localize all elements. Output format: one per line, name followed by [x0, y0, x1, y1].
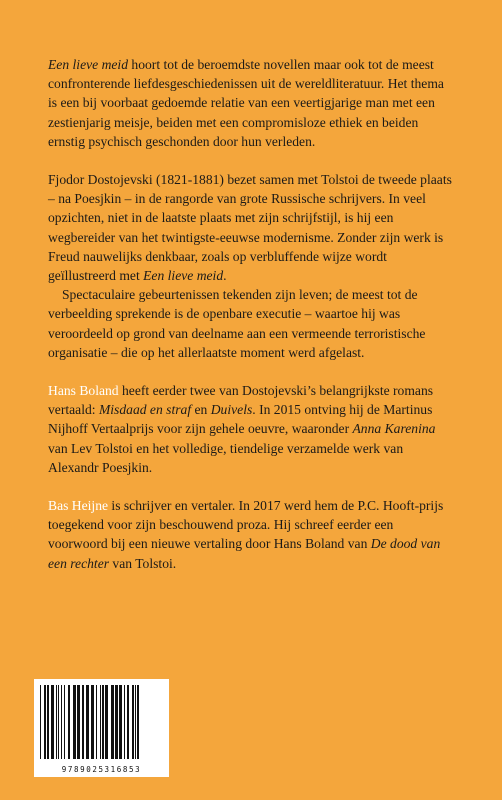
translator-text-2: en: [191, 402, 211, 418]
novella-title-inline: Een lieve meid: [143, 268, 224, 284]
book-title-dood-rechter: De dood van een rechter: [48, 536, 441, 571]
paragraph-spacer: [48, 477, 452, 496]
translator-text-4: van Lev Tolstoi en het volledige, tiendelige verzamelde werk van Alexandr Poesjkin.: [48, 440, 404, 475]
blurb-paragraph-translator: [48, 381, 452, 477]
blurb-text: [48, 55, 452, 573]
translator-text-3: . In 2015 ontving hij de Martinus Nijhoff Vertaalprijs voor zijn gehele oeuvre, waaronder: [48, 402, 433, 437]
blurb-paragraph-novella: [48, 55, 452, 151]
blurb-paragraph-author: [48, 170, 452, 285]
novella-title: Een lieve meid: [48, 57, 129, 72]
foreword-text-1: is schrijver en vertaler. In 2017 werd hem de P.C. Hooft-prijs toegekend voor zijn beschouwend proza. Hij schreef eerder een voorwoord bij een nieuwe vertaling door Hans Boland van: [48, 498, 444, 552]
blurb-paragraph-life: [48, 285, 452, 362]
blurb-paragraph-foreword: [48, 496, 452, 573]
isbn-barcode: [34, 679, 169, 777]
isbn-digits: 9789025316853: [61, 765, 142, 774]
barcode-bars-icon: [40, 685, 163, 759]
book-title-misdaad: Misdaad en straf: [98, 402, 192, 418]
book-title-anna-karenina: Anna Karenina: [352, 421, 436, 437]
author-description: Fjodor Dostojevski (1821-1881) bezet samen met Tolstoi de tweede plaats – na Poesjkin – in de rangorde van grote Russische schrijvers. In veel opzichten, niet in de laatste plaats met zijn schrijfstijl, is hij een wegbereider van het twintigste-eeuwse modernisme. Zonder zijn werk is Freud nauwelijks denkbaar, zoals op verbluffende wijze wordt geïllustreerd met: [48, 172, 452, 284]
novella-description: hoort tot de beroemdste novellen maar ook tot de meest confronterende liefdesgeschiedenissen uit de wereldliteratuur. Het thema is een bij voorbaat gedoemde relatie van een veertigjarige man met een zestienjarig meisje, beiden met een compromisloze ethiek en beiden ernstig psychisch geschonden door hun verleden.: [48, 57, 444, 149]
paragraph-spacer: [48, 151, 452, 170]
author-description-end: .: [223, 268, 227, 284]
translator-text-1: heeft eerder twee van Dostojevski’s belangrijkste romans vertaald:: [48, 383, 434, 418]
paragraph-spacer: [48, 362, 452, 381]
author-life-text: Spectaculaire gebeurtenissen tekenden zijn leven; de meest tot de verbeelding sprekende is de openbare executie – waartoe hij was veroordeeld op grond van deelname aan een vermeende terroristische organisatie – die op het allerlaatste moment werd afgelast.: [48, 287, 426, 360]
foreword-author-name: Bas Heijne: [48, 498, 109, 514]
book-title-duivels: Duivels: [210, 402, 253, 418]
foreword-text-2: van Tolstoi.: [109, 555, 177, 571]
translator-name: Hans Boland: [48, 383, 119, 399]
